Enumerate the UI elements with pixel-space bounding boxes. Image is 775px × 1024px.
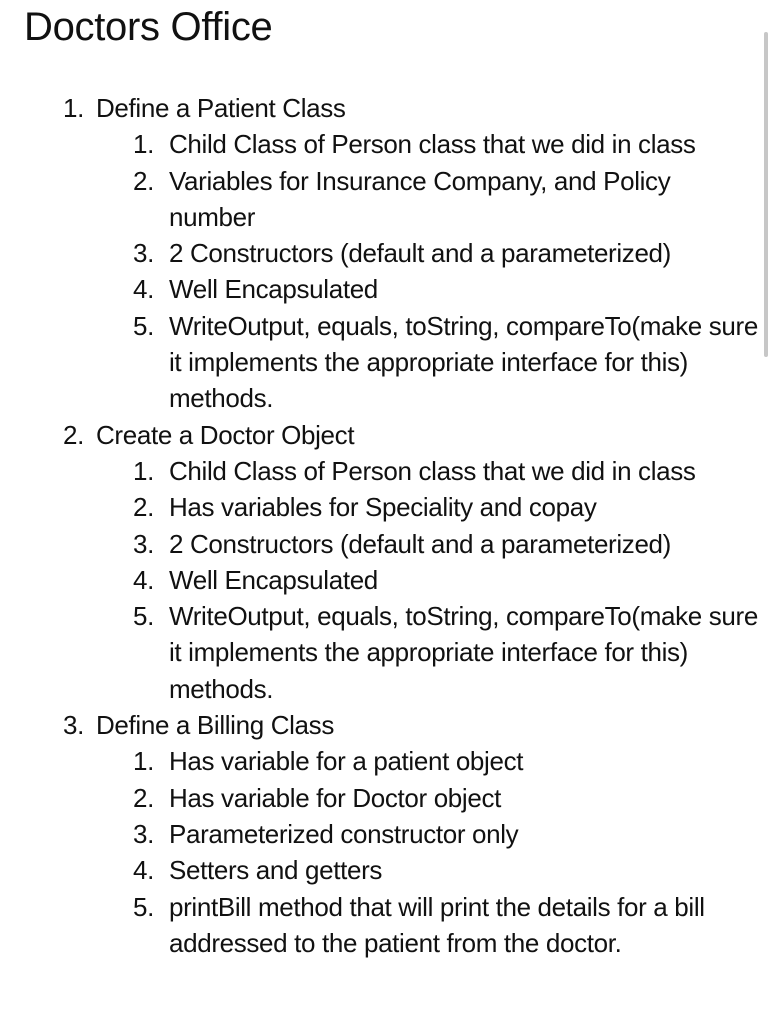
item-text: printBill method that will print the details for a bill addressed to the patient from the doctor. xyxy=(169,891,705,958)
list-item xyxy=(96,743,760,779)
list-item xyxy=(96,453,760,489)
item-text: Child Class of Person class that we did in class xyxy=(169,455,696,486)
item-text: WriteOutput, equals, toString, compareTo(make sure it implements the appropriate interface for this) methods. xyxy=(169,310,758,414)
item-number: 1. xyxy=(133,746,154,777)
section-title: Define a Patient Class xyxy=(96,93,346,123)
item-number: 4. xyxy=(133,564,154,595)
list-item xyxy=(96,562,760,598)
page-title: Doctors Office xyxy=(24,5,273,49)
item-text: Well Encapsulated xyxy=(169,564,378,595)
section-billing-class xyxy=(0,707,760,961)
item-text: WriteOutput, equals, toString, compareTo(make sure it implements the appropriate interface for this) methods. xyxy=(169,601,758,704)
section-doctor-object xyxy=(0,417,760,707)
list-item xyxy=(96,271,760,307)
list-item xyxy=(96,126,760,162)
vertical-scrollbar[interactable] xyxy=(764,32,768,357)
item-number: 2. xyxy=(133,492,154,523)
item-number: 3. xyxy=(133,818,154,849)
item-number: 1. xyxy=(133,129,154,160)
item-text: 2 Constructors (default and a parameterized) xyxy=(169,528,671,559)
item-text: 2 Constructors (default and a parameterized) xyxy=(169,238,671,269)
section-patient-class xyxy=(0,90,760,417)
list-item xyxy=(96,489,760,525)
section-title: Define a Billing Class xyxy=(96,710,334,741)
sub-list xyxy=(96,743,760,961)
list-item xyxy=(96,598,760,707)
item-number: 3. xyxy=(133,238,154,269)
list-item xyxy=(96,780,760,816)
item-text: Variables for Insurance Company, and Policy number xyxy=(169,165,671,232)
section-number: 2. xyxy=(63,419,84,450)
list-item xyxy=(96,163,760,236)
item-number: 4. xyxy=(133,274,154,305)
item-number: 2. xyxy=(133,782,154,813)
list-item xyxy=(96,235,760,271)
list-item xyxy=(96,889,760,962)
section-number: 1. xyxy=(63,93,84,123)
item-text: Has variable for Doctor object xyxy=(169,782,501,813)
item-number: 3. xyxy=(133,528,154,559)
item-text: Setters and getters xyxy=(169,855,383,886)
item-text: Has variables for Speciality and copay xyxy=(169,492,597,523)
item-text: Well Encapsulated xyxy=(169,274,378,305)
item-text: Has variable for a patient object xyxy=(169,746,524,777)
sub-list xyxy=(96,126,760,416)
item-number: 5. xyxy=(133,891,154,922)
section-title: Create a Doctor Object xyxy=(96,419,355,450)
item-text: Child Class of Person class that we did in class xyxy=(169,129,696,160)
item-number: 5. xyxy=(133,310,154,341)
item-number: 5. xyxy=(133,601,154,632)
item-number: 4. xyxy=(133,855,154,886)
list-item xyxy=(96,852,760,888)
assignment-outline xyxy=(0,90,760,961)
item-number: 2. xyxy=(133,165,154,196)
list-item xyxy=(96,526,760,562)
list-item xyxy=(96,816,760,852)
item-text: Parameterized constructor only xyxy=(169,818,519,849)
section-number: 3. xyxy=(63,710,84,741)
list-item xyxy=(96,308,760,417)
sub-list xyxy=(96,453,760,707)
item-number: 1. xyxy=(133,455,154,486)
